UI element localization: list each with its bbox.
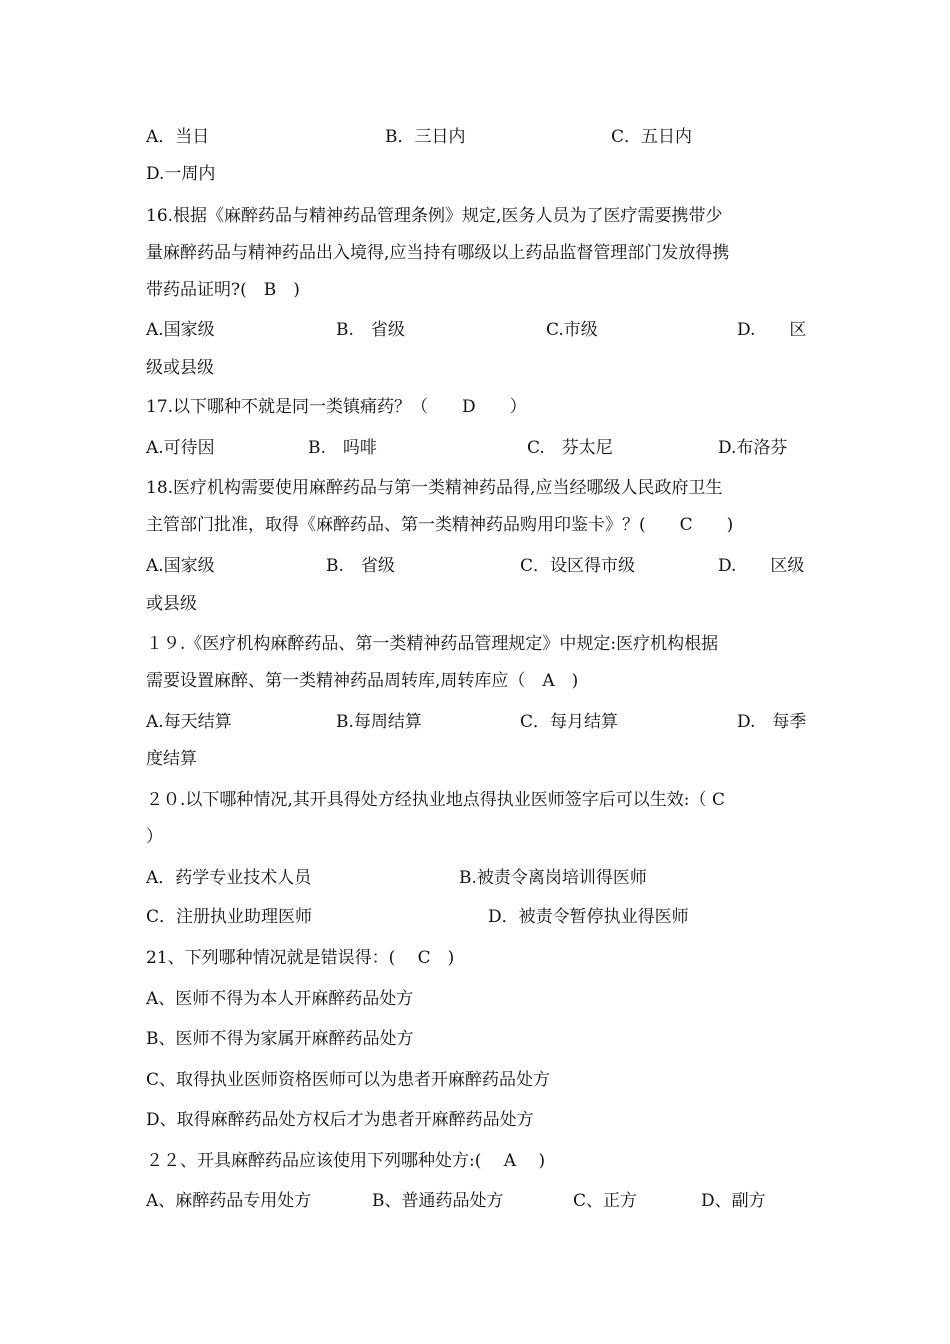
q19-option-a: A.每天结算 [146,712,232,732]
q21-option-c: C、取得执业医师资格医师可以为患者开麻醉药品处方 [146,1070,551,1090]
q22-option-b: B、普通药品处方 [372,1191,504,1211]
q16-text-line1: 16.根据《麻醉药品与精神药品管理条例》规定,医务人员为了医疗需要携带少 [146,206,723,226]
q21-option-d: D、取得麻醉药品处方权后才为患者开麻醉药品处方 [146,1110,534,1130]
q15-option-b: B．三日内 [385,127,466,147]
q17-option-c: C. 芬太尼 [527,438,613,458]
q17-option-a: A.可待因 [146,438,215,458]
q19-option-c: C．每月结算 [520,712,619,732]
q20-text-line1: ２０.以下哪种情况,其开具得处方经执业地点得执业医师签字后可以生效:（ C [146,790,725,810]
q15-option-d: D.一周内 [146,164,216,184]
q20-option-d: D．被责令暂停执业得医师 [488,907,689,927]
q15-option-c: C．五日内 [611,127,693,147]
q20-option-b: B.被责令离岗培训得医师 [459,868,647,888]
q16-text-line2: 量麻醉药品与精神药品出入境得,应当持有哪级以上药品监督管理部门发放得携 [146,243,730,263]
q19-text-line2: 需要设置麻醉、第一类精神药品周转库,周转库应（ A ) [146,671,579,691]
q17-text-line1: 17.以下哪种不就是同一类镇痛药？（ D ） [146,397,527,417]
q21-text-line1: 21、下列哪种情况就是错误得：( C ) [146,948,455,968]
q16-option-a: A.国家级 [146,320,215,340]
q18-option-a: A.国家级 [146,556,215,576]
q18-option-d-cont: 或县级 [146,594,197,614]
q18-text-line2: 主管部门批准，取得《麻醉药品、第一类精神药品购用印鉴卡》？( C ) [146,515,734,535]
q19-text-line1: １９.《医疗机构麻醉药品、第一类精神药品管理规定》中规定:医疗机构根据 [146,634,719,654]
q18-option-c: C．设区得市级 [520,556,636,576]
q17-option-d: D.布洛芬 [718,438,788,458]
q18-text-line1: 18.医疗机构需要使用麻醉药品与第一类精神药品得,应当经哪级人民政府卫生 [146,478,723,498]
q16-text-line3: 带药品证明?( B ) [146,280,300,300]
q15-option-a: A．当日 [146,127,210,147]
q20-option-c: C．注册执业助理医师 [146,907,313,927]
q16-option-c: C.市级 [546,320,598,340]
q22-option-a: A、麻醉药品专用处方 [146,1191,312,1211]
q21-option-a: A、医师不得为本人开麻醉药品处方 [146,989,414,1009]
q22-option-d: D、副方 [701,1191,766,1211]
q16-option-d: D. 区 [737,320,807,340]
q18-option-d: D. 区级 [718,556,805,576]
q22-text-line1: ２２、开具麻醉药品应该使用下列哪种处方:( A ) [146,1151,546,1171]
q17-option-b: B. 吗啡 [308,438,377,458]
q19-option-d-cont: 度结算 [146,749,197,769]
q20-text-line2: ） [146,827,163,847]
q19-option-d: D. 每季 [737,712,807,732]
q16-option-b: B. 省级 [336,320,405,340]
q20-option-a: A．药学专业技术人员 [146,868,312,888]
q18-option-b: B. 省级 [326,556,395,576]
q21-option-b: B、医师不得为家属开麻醉药品处方 [146,1029,414,1049]
q16-option-d-cont: 级或县级 [146,358,214,378]
q22-option-c: C、正方 [573,1191,638,1211]
q19-option-b: B.每周结算 [336,712,422,732]
